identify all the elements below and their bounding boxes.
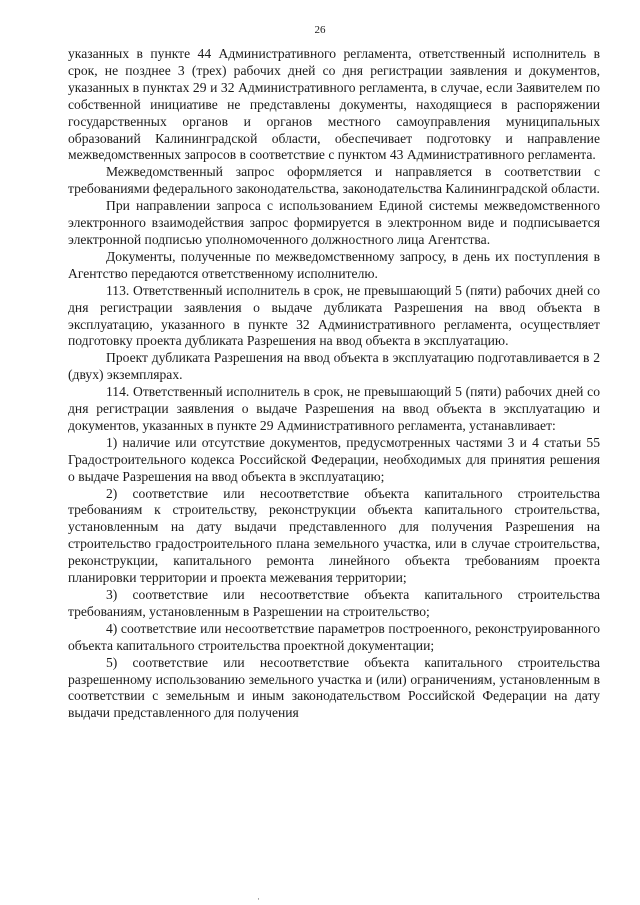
footer-mark: · (257, 894, 260, 904)
list-item-1: 1) наличие или отсутствие документов, предусмотренных частями 3 и 4 статьи 55 Градостроительного кодекса Российской Федерации, необходимых для принятия решения о выдаче Разрешения на ввод объекта в эксплуатацию; (68, 434, 600, 484)
paragraph-interagency-request: Межведомственный запрос оформляется и направляется в соответствии с требованиями федерального законодательства, законодательства Калининградской области. (68, 164, 600, 197)
list-item-4: 4) соответствие или несоответствие параметров построенного, реконструированного объекта капитального строительства проектной документации; (68, 620, 600, 653)
list-item-3: 3) соответствие или несоответствие объекта капитального строительства требованиям, установленным в Разрешении на строительство; (68, 587, 600, 619)
list-item-5: 5) соответствие или несоответствие объекта капитального строительства разрешенному использованию земельного участка и (или) ограничениям, установленным в соответствии с земельным и иным законодательством Российской Федерации на дату выдачи представленного для получения (68, 654, 600, 721)
paragraph-electronic-request: При направлении запроса с использованием Единой системы межведомственного электронного взаимодействия запрос формируется в электронном виде и подписывается электронной подписью уполномоченного должностного лица Агентства. (68, 198, 600, 247)
document-body (68, 46, 600, 722)
paragraph-duplicate-copies: Проект дубликата Разрешения на ввод объекта в эксплуатацию подготавливается в 2 (двух) экземплярах. (68, 350, 600, 383)
paragraph-114: 114. Ответственный исполнитель в срок, не превышающий 5 (пяти) рабочих дней со дня регистрации заявления о выдаче Разрешения на ввод объекта в эксплуатацию и документов, указанных в пункте 29 Административного регламента, устанавливает: (68, 384, 600, 433)
list-item-2: 2) соответствие или несоответствие объекта капитального строительства требованиям к строительству, реконструкции объекта капитального строительства, установленным на дату выдачи представленного для получения Разрешения на строительство градостроительного плана земельного участка, или в случае строительства, реконструкции, капитального ремонта линейного объекта требованиям проекта планировки территории и проекта межевания территории; (68, 485, 600, 586)
paragraph-intro: указанных в пункте 44 Административного регламента, ответственный исполнитель в срок, не позднее 3 (трех) рабочих дней со дня регистрации заявления и документов, указанных в пунктах 29 и 32 Административного регламента, в случае, если Заявителем по собственной инициативе не представлены документы, находящиеся в распоряжении государственных органов и органов местного самоуправления муниципальных образований Калининградской области, обеспечивает подготовку и направление межведомственных запросов в соответствие с пунктом 43 Административного регламента. (68, 46, 600, 163)
paragraph-113: 113. Ответственный исполнитель в срок, не превышающий 5 (пяти) рабочих дней со дня регистрации заявления о выдаче дубликата Разрешения на ввод объекта в эксплуатацию, указанного в пункте 32 Административного регламента, осуществляет подготовку проекта дубликата Разрешения на ввод объекта в эксплуатацию. (68, 282, 600, 349)
page-number: 26 (314, 24, 326, 36)
paragraph-received-documents: Документы, полученные по межведомственному запросу, в день их поступления в Агентство передаются ответственному исполнителю. (68, 248, 600, 281)
